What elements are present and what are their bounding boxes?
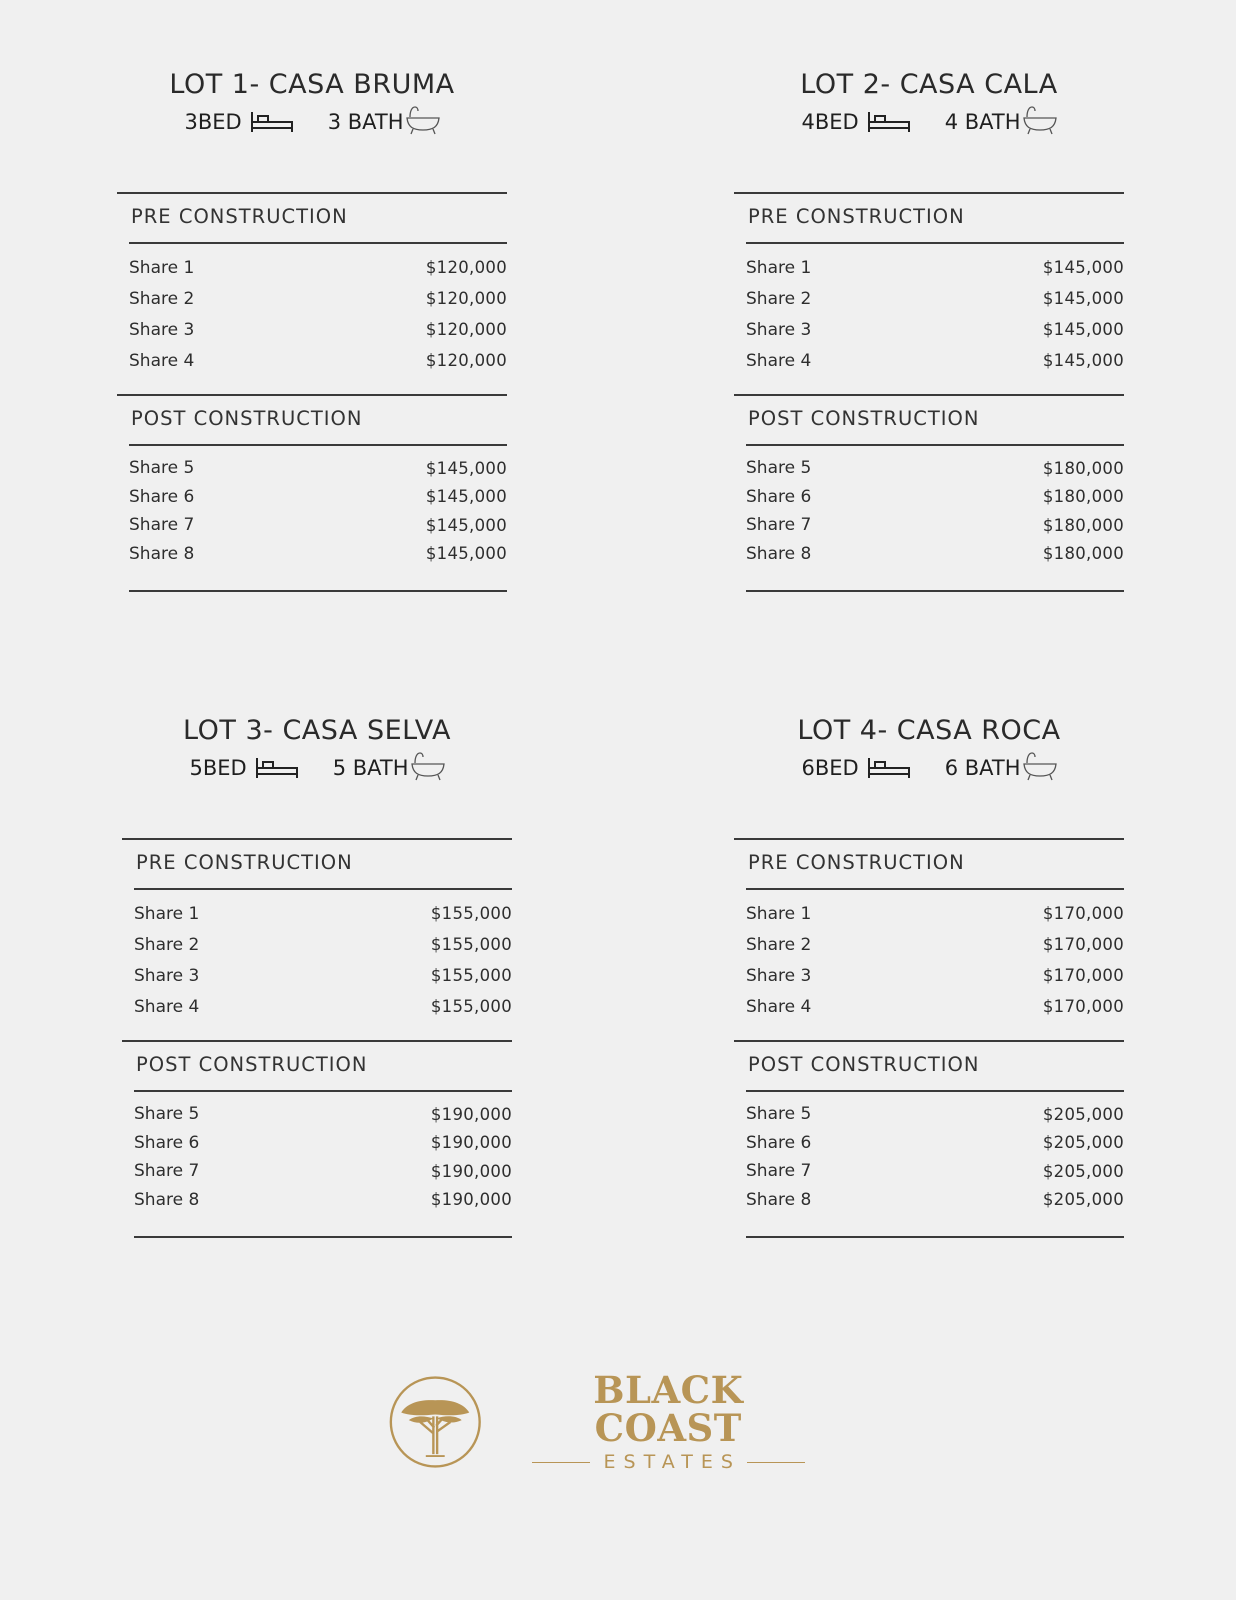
section-title: POST CONSTRUCTION <box>748 407 980 430</box>
share-price: $120,000 <box>425 258 507 277</box>
share-label: Share 3 <box>746 319 812 340</box>
logo-brand: BLACK COAST <box>593 1368 744 1450</box>
share-label: Share 7 <box>134 1161 200 1182</box>
share-row <box>134 898 512 929</box>
section-title: POST CONSTRUCTION <box>136 1053 368 1076</box>
share-row <box>746 1186 1124 1215</box>
share-label: Share 4 <box>746 996 812 1017</box>
bed-count: 6BED <box>801 756 859 780</box>
share-list <box>117 446 507 586</box>
share-label: Share 7 <box>746 1161 812 1182</box>
share-label: Share 6 <box>746 486 812 507</box>
divider <box>129 590 507 592</box>
pre-construction-section <box>122 838 512 1040</box>
share-price: $145,000 <box>425 544 507 564</box>
share-row <box>129 252 507 283</box>
share-label: Share 8 <box>129 543 195 564</box>
share-label: Share 1 <box>746 257 812 278</box>
share-row <box>746 454 1124 483</box>
lot-card-3 <box>122 714 512 1238</box>
share-price: $155,000 <box>430 997 512 1016</box>
post-construction-section <box>122 1040 512 1238</box>
share-label: Share 2 <box>134 934 200 955</box>
share-row <box>746 1100 1124 1129</box>
divider <box>746 590 1124 592</box>
share-price: $180,000 <box>1042 515 1124 535</box>
share-label: Share 5 <box>746 1104 812 1125</box>
share-price: $170,000 <box>1042 966 1124 985</box>
share-label: Share 4 <box>746 350 812 371</box>
share-row <box>134 929 512 960</box>
share-label: Share 7 <box>746 515 812 536</box>
bed-count: 4BED <box>801 110 859 134</box>
share-row <box>134 1100 512 1129</box>
bed-count: 5BED <box>189 756 247 780</box>
share-row <box>129 540 507 569</box>
share-price: $120,000 <box>425 289 507 308</box>
section-title: PRE CONSTRUCTION <box>136 851 353 874</box>
share-row <box>746 283 1124 314</box>
lot-specs <box>122 754 512 782</box>
lot-specs <box>734 754 1124 782</box>
share-price: $155,000 <box>430 966 512 985</box>
share-label: Share 1 <box>129 257 195 278</box>
share-row <box>746 483 1124 512</box>
share-price: $145,000 <box>1042 351 1124 370</box>
pre-construction-section <box>117 192 507 394</box>
share-row <box>129 511 507 540</box>
share-list <box>734 1092 1124 1232</box>
lot-card-4 <box>734 714 1124 1238</box>
share-price: $170,000 <box>1042 904 1124 923</box>
bath-count: 4 BATH <box>944 110 1021 134</box>
bed-icon <box>255 756 299 780</box>
share-label: Share 6 <box>746 1132 812 1153</box>
share-price: $190,000 <box>430 1161 512 1181</box>
share-price: $145,000 <box>425 458 507 478</box>
post-construction-section <box>117 394 507 592</box>
share-row <box>746 1129 1124 1158</box>
share-price: $205,000 <box>1042 1161 1124 1181</box>
share-row <box>746 991 1124 1022</box>
share-label: Share 8 <box>134 1189 200 1210</box>
share-row <box>129 483 507 512</box>
bath-spec <box>333 755 445 781</box>
acacia-tree-icon <box>388 1373 483 1471</box>
bath-count: 3 BATH <box>327 110 404 134</box>
share-list <box>734 890 1124 1040</box>
share-row <box>746 898 1124 929</box>
post-construction-section <box>734 394 1124 592</box>
share-price: $145,000 <box>1042 258 1124 277</box>
share-price: $145,000 <box>1042 320 1124 339</box>
pre-construction-section <box>734 192 1124 394</box>
lot-card-1 <box>117 68 507 592</box>
share-label: Share 6 <box>129 486 195 507</box>
brand-logo <box>388 1368 818 1473</box>
lot-title: LOT 4- CASA ROCA <box>797 715 1061 746</box>
logo-text <box>519 1368 819 1473</box>
lot-title: LOT 2- CASA CALA <box>800 69 1058 100</box>
share-row <box>746 960 1124 991</box>
share-list <box>122 1092 512 1232</box>
section-title: PRE CONSTRUCTION <box>748 205 965 228</box>
share-label: Share 4 <box>134 996 200 1017</box>
share-price: $190,000 <box>430 1133 512 1153</box>
share-row <box>129 454 507 483</box>
divider <box>746 1236 1124 1238</box>
divider <box>747 1462 805 1463</box>
bed-icon <box>867 110 911 134</box>
share-label: Share 5 <box>746 458 812 479</box>
bed-spec <box>189 756 298 780</box>
lot-title: LOT 3- CASA SELVA <box>183 715 451 746</box>
lot-specs <box>734 108 1124 136</box>
share-row <box>746 511 1124 540</box>
share-row <box>746 540 1124 569</box>
share-row <box>746 929 1124 960</box>
share-price: $190,000 <box>430 1190 512 1210</box>
bed-icon <box>250 110 294 134</box>
share-list <box>117 244 507 394</box>
share-row <box>746 252 1124 283</box>
logo-sub: ESTATES <box>603 1451 741 1473</box>
bathtub-icon <box>411 751 445 781</box>
section-title: PRE CONSTRUCTION <box>748 851 965 874</box>
share-price: $170,000 <box>1042 935 1124 954</box>
share-list <box>122 890 512 1040</box>
share-row <box>129 283 507 314</box>
post-construction-section <box>734 1040 1124 1238</box>
bathtub-icon <box>1023 105 1057 135</box>
share-row <box>134 1157 512 1186</box>
share-row <box>746 1157 1124 1186</box>
share-label: Share 1 <box>746 903 812 924</box>
share-price: $205,000 <box>1042 1104 1124 1124</box>
bed-icon <box>867 756 911 780</box>
share-label: Share 5 <box>134 1104 200 1125</box>
share-label: Share 1 <box>134 903 200 924</box>
share-label: Share 7 <box>129 515 195 536</box>
lot-specs <box>117 108 507 136</box>
share-row <box>134 991 512 1022</box>
share-label: Share 6 <box>134 1132 200 1153</box>
share-price: $205,000 <box>1042 1133 1124 1153</box>
bath-count: 6 BATH <box>944 756 1021 780</box>
share-label: Share 4 <box>129 350 195 371</box>
share-price: $190,000 <box>430 1104 512 1124</box>
share-price: $120,000 <box>425 351 507 370</box>
share-list <box>734 446 1124 586</box>
share-label: Share 3 <box>129 319 195 340</box>
share-price: $180,000 <box>1042 487 1124 507</box>
share-row <box>134 1186 512 1215</box>
share-price: $155,000 <box>430 904 512 923</box>
bathtub-icon <box>1023 751 1057 781</box>
lot-card-2 <box>734 68 1124 592</box>
share-row <box>746 345 1124 376</box>
share-label: Share 5 <box>129 458 195 479</box>
share-label: Share 8 <box>746 543 812 564</box>
section-title: POST CONSTRUCTION <box>748 1053 980 1076</box>
share-label: Share 3 <box>746 965 812 986</box>
lot-title: LOT 1- CASA BRUMA <box>169 69 455 100</box>
bed-spec <box>801 756 910 780</box>
share-row <box>746 314 1124 345</box>
share-row <box>134 1129 512 1158</box>
share-price: $145,000 <box>425 487 507 507</box>
bathtub-icon <box>406 105 440 135</box>
section-title: PRE CONSTRUCTION <box>131 205 348 228</box>
share-price: $155,000 <box>430 935 512 954</box>
bath-spec <box>945 755 1057 781</box>
bath-spec <box>945 109 1057 135</box>
share-row <box>129 345 507 376</box>
share-label: Share 3 <box>134 965 200 986</box>
logo-subtitle <box>519 1451 819 1473</box>
section-title: POST CONSTRUCTION <box>131 407 363 430</box>
share-price: $120,000 <box>425 320 507 339</box>
share-label: Share 2 <box>746 934 812 955</box>
bed-spec <box>184 110 293 134</box>
share-label: Share 2 <box>746 288 812 309</box>
share-label: Share 2 <box>129 288 195 309</box>
share-label: Share 8 <box>746 1189 812 1210</box>
divider <box>134 1236 512 1238</box>
bath-spec <box>328 109 440 135</box>
share-price: $205,000 <box>1042 1190 1124 1210</box>
share-row <box>129 314 507 345</box>
pre-construction-section <box>734 838 1124 1040</box>
bath-count: 5 BATH <box>332 756 409 780</box>
bed-count: 3BED <box>184 110 242 134</box>
divider <box>532 1462 590 1463</box>
share-row <box>134 960 512 991</box>
share-list <box>734 244 1124 394</box>
bed-spec <box>801 110 910 134</box>
share-price: $180,000 <box>1042 458 1124 478</box>
share-price: $170,000 <box>1042 997 1124 1016</box>
share-price: $145,000 <box>1042 289 1124 308</box>
share-price: $180,000 <box>1042 544 1124 564</box>
share-price: $145,000 <box>425 515 507 535</box>
